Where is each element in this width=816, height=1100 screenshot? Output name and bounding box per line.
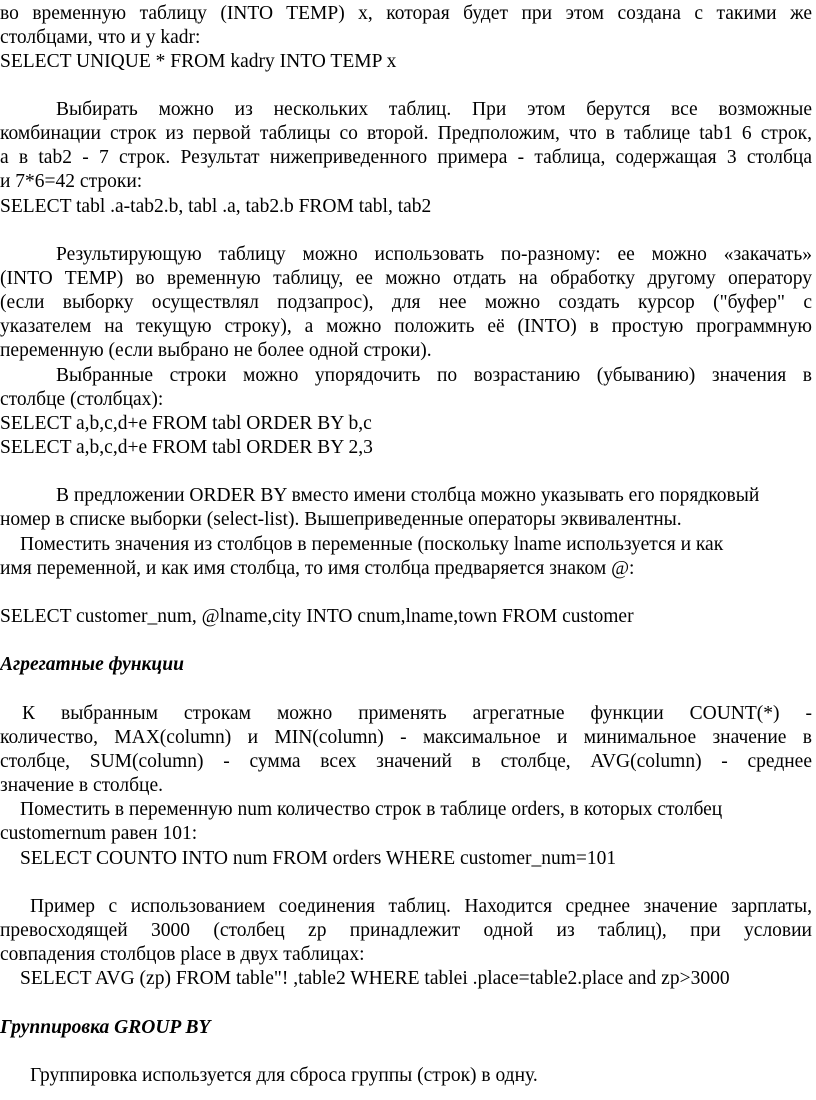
section-heading: Группировка GROUP BY: [0, 1017, 211, 1038]
section-heading: Агрегатные функции: [0, 654, 184, 675]
text-line: Поместить значения из столбцов в переменные (поскольку lname используется и как: [20, 534, 724, 555]
text-line: customernum равен 101:: [0, 823, 198, 844]
text-line: Результирующую таблицу можно использовать по-разному: ее можно «закачать»: [56, 244, 812, 265]
text-line: Выбранные строки можно упорядочить по возрастанию (убыванию) значения в: [56, 365, 812, 386]
text-line: столбце, SUM(column) - сумма всех значений в столбце, AVG(column) - среднее: [0, 751, 812, 772]
text-line: во временную таблицу (INTO TEMP) x, которая будет при этом создана с такими же: [0, 3, 812, 24]
text-line: В предложении ORDER BY вместо имени столбца можно указывать его порядковый: [56, 485, 760, 506]
code-line: SELECT a,b,c,d+e FROM tabl ORDER BY 2,3: [0, 437, 373, 458]
text-line: указателем на текущую строку), а можно положить её (INTO) в простую программную: [0, 316, 812, 337]
text-line: переменную (если выбрано не более одной строки).: [0, 340, 432, 361]
text-line: (INTO TEMP) во временную таблицу, ее можно отдать на обработку другому оператору: [0, 268, 812, 289]
text-line: имя переменной, и как имя столбца, то имя столбца предваряется знаком @:: [0, 558, 635, 579]
text-line: количество, MAX(column) и MIN(column) - максимальное и минимальное значение в: [0, 727, 812, 748]
code-line: SELECT a,b,c,d+e FROM tabl ORDER BY b,c: [0, 413, 372, 434]
code-line: SELECT COUNTO INTO num FROM orders WHERE customer_num=101: [20, 848, 617, 869]
code-line: SELECT customer_num, @lname,city INTO cnum,lname,town FROM customer: [0, 606, 634, 627]
text-line: Выбирать можно из нескольких таблиц. При этом берутся все возможные: [56, 99, 812, 120]
text-line: Поместить в переменную num количество строк в таблице orders, в которых столбец: [20, 799, 723, 820]
code-line: SELECT tabl .a-tab2.b, tabl .a, tab2.b FROM tabl, tab2: [0, 196, 432, 217]
text-line: К выбранным строкам можно применять агрегатные функции COUNT(*) -: [22, 703, 812, 724]
text-line: столбцами, что и у kadr:: [0, 27, 201, 48]
code-line: SELECT UNIQUE * FROM kadry INTO TEMP x: [0, 51, 397, 72]
text-line: и 7*6=42 строки:: [0, 171, 143, 192]
text-line: превосходящей 3000 (столбец zp принадлежит одной из таблиц), при условии: [0, 920, 812, 941]
text-line: значение в столбце.: [0, 775, 163, 796]
text-line: столбце (столбцах):: [0, 389, 164, 410]
text-line: совпадения столбцов place в двух таблицах:: [0, 944, 365, 965]
text-line: номер в списке выборки (select-list). Вышеприведенные операторы эквивалентны.: [0, 509, 682, 530]
text-line: комбинации строк из первой таблицы со второй. Предположим, что в таблице tab1 6 строк,: [0, 123, 812, 144]
text-line: Группировка используется для сброса группы (строк) в одну.: [30, 1065, 538, 1086]
text-line: Пример с использованием соединения таблиц. Находится среднее значение зарплаты,: [30, 896, 812, 917]
text-line: (если выборку осуществлял подзапрос), для нее можно создать курсор ("буфер" с: [0, 292, 812, 313]
code-line: SELECT AVG (zp) FROM table"! ,table2 WHERE tablei .place=table2.place and zp>3000: [20, 968, 730, 989]
text-line: а в tab2 - 7 строк. Результат нижеприведенного примера - таблица, содержащая 3 столбца: [0, 147, 812, 168]
